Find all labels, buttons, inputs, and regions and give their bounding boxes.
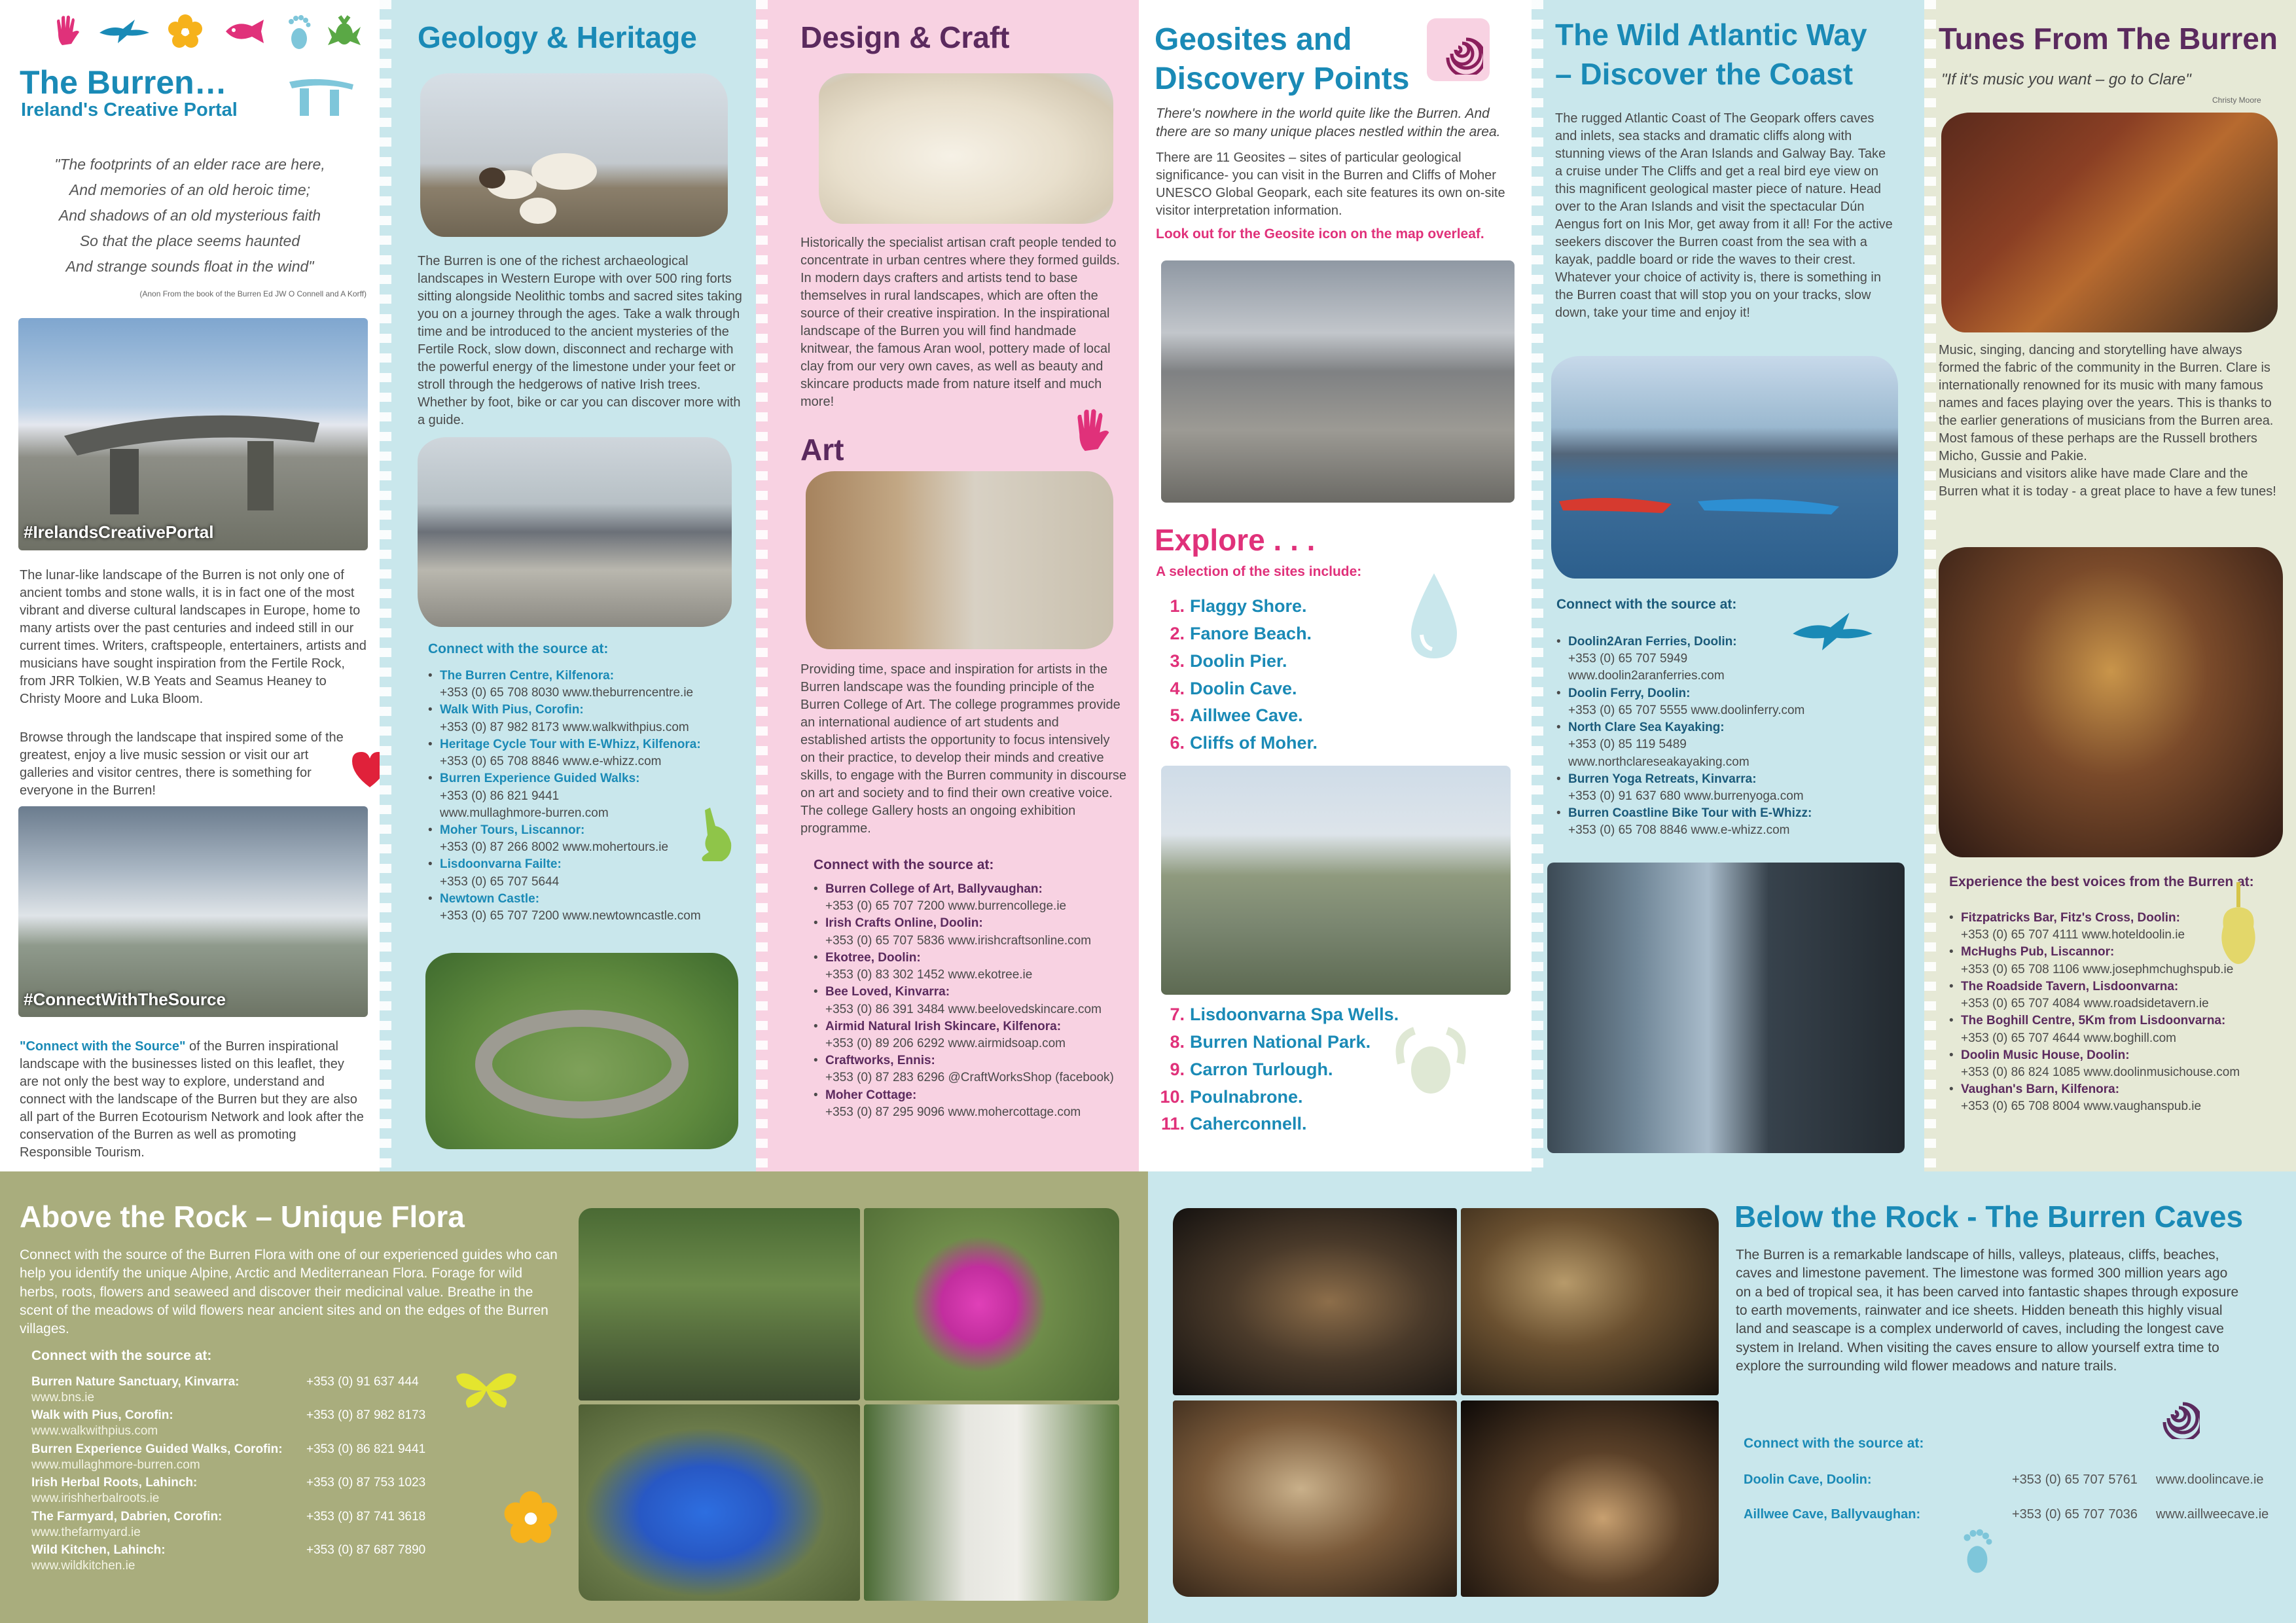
geosite-item — [1156, 1001, 1399, 1029]
source-contact: +353 (0) 65 708 8846 www.e-whizz.com — [1568, 823, 1790, 838]
source-name: • Newtown Castle: — [440, 891, 540, 906]
cave-photo-3 — [1173, 1400, 1457, 1597]
source-contact: +353 (0) 86 821 9441 www.mullaghmore-burren.com — [440, 789, 609, 820]
geosite-list-2 — [1156, 1001, 1399, 1138]
artist-photo — [806, 471, 1113, 649]
source-item — [1949, 1047, 2289, 1081]
poem-line: So that the place seems haunted — [79, 232, 300, 250]
flora-source-row — [31, 1442, 490, 1458]
geology-body: The Burren is one of the richest archaeological landscapes in Western Europe with over 500 ring forts sitting alongside Neolithic tombs and sacred sites taking you on a journey through the ages. Take a walk through time and be introduced to the ancient mysteries of the Fertile Rock, slow down, disconnect and recharge with the powerful energy of the limestone under your feet or stroll through the hedgerows of native Irish trees. Whether by foot, bike or car you can discover more with a guide. — [418, 254, 742, 427]
cave-source-row — [1744, 1472, 2280, 1488]
cliffs-photo — [1547, 863, 1905, 1153]
goat-icon — [1385, 1021, 1477, 1099]
source-contact: +353 (0) 65 707 4644 www.boghill.com — [1961, 1031, 2177, 1045]
chefs-photo — [864, 1404, 1119, 1601]
flora-body: Connect with the source of the Burren Flora with one of our experienced guides who can help you identify the unique Alpine, Arctic and Mediterranean Flora. Forage for wild herbs, roots, flowers and seaweed and discover their medicinal value. Breathe in the scent of the meadows of wild flowers near ancient sites and on the edges of the Burren villages. — [20, 1247, 558, 1337]
atlantic-panel — [1532, 0, 1924, 1171]
stone-circle-photo — [425, 953, 738, 1149]
intro-title: The Burren… — [20, 64, 227, 101]
source-item — [814, 1018, 1134, 1052]
hashtag-creative-portal: #IrelandsCreativePortal — [24, 522, 214, 542]
geosite-name: Flaggy Shore. — [1190, 596, 1307, 616]
source-name: • Doolin Ferry, Doolin: — [1568, 686, 1691, 700]
cave-source-name: Doolin Cave, Doolin: — [1744, 1472, 1872, 1487]
source-name: • North Clare Sea Kayaking: — [1568, 721, 1725, 735]
geosites-body: There are 11 Geosites – sites of particular geological significance- you can visit in the Burren and Cliffs of Moher UNESCO Global Geopark, each site features its own on-site visitor interpretation information. — [1156, 151, 1505, 218]
source-item — [1556, 805, 1884, 839]
source-contact: +353 (0) 65 708 8004 www.vaughanspub.ie — [1961, 1099, 2202, 1114]
limestone-photo — [1161, 260, 1515, 503]
atlantic-source-list — [1556, 633, 1884, 840]
connect-source-lead: "Connect with the Source" — [20, 1039, 186, 1054]
hashtag-connect-source: #ConnectWithTheSource — [24, 990, 226, 1009]
geosite-name: Cliffs of Moher. — [1190, 733, 1318, 753]
source-contact: +353 (0) 86 391 3484 www.beelovedskincare.com — [825, 1002, 1102, 1016]
cave-source-phone: +353 (0) 65 707 5761 — [2012, 1472, 2138, 1487]
geosites-title-1: Geosites and — [1155, 22, 1352, 57]
source-item — [814, 984, 1134, 1018]
walkers-photo — [418, 437, 732, 627]
caves-panel — [1148, 1171, 2296, 1623]
source-name: • The Boghill Centre, 5Km from Lisdoonvarna: — [1961, 1014, 2226, 1028]
geosite-number: 7. — [1170, 1005, 1185, 1024]
intro-paragraph-3 — [20, 1038, 367, 1162]
source-name: • The Roadside Tavern, Lisdoonvarna: — [1961, 979, 2179, 993]
gentian-photo — [579, 1404, 860, 1601]
flora-source-row — [31, 1374, 490, 1391]
source-item — [1949, 1081, 2289, 1115]
atlantic-title-1: The Wild Atlantic Way — [1555, 18, 1867, 52]
frog-icon — [326, 13, 363, 50]
intro-paragraph-2: Browse through the landscape that inspired some of the greatest, enjoy a live music session or visit our art galleries and visitor centres, there is something for everyone in the Burren! — [20, 730, 344, 798]
explore-title: Explore . . . — [1155, 523, 1316, 557]
source-item — [814, 1052, 1134, 1086]
geosite-item — [1156, 1056, 1399, 1084]
geosite-number: 8. — [1170, 1031, 1185, 1052]
bird-icon — [98, 18, 151, 45]
atlantic-connect-title: Connect with the source at: — [1556, 597, 1737, 612]
geosite-item — [1156, 648, 1318, 675]
geosite-name: Fanore Beach. — [1190, 623, 1312, 643]
geosite-item — [1156, 620, 1318, 648]
atlantic-body: The rugged Atlantic Coast of The Geopark offers caves and inlets, sea stacks and dramatic cliffs along with stunning views of the Aran Islands and Galway Bay. Take a cruise under The Cliffs and get a real bird eye view on this magnificent geological master piece of nature. Head over to the Aran Islands and visit the spectacular Dún Aengus fort on Inis Mor, get away from it all! For the active seekers discover the Burren coast from the sea with a kayak, paddle board or ride the waves to their crest. Whatever your choice of activity is, there is something in the Burren coast that will stop you on your tracks, slow down, take your time and enjoy it! — [1555, 111, 1893, 320]
geosite-number: 6. — [1170, 733, 1185, 753]
source-item — [814, 915, 1134, 949]
design-body: Historically the specialist artisan craft people tended to concentrate in urban centres where they formed guilds. In modern days crafters and artists tend to base themselves in rural landscapes, which are often the source of their creative inspiration. In the inspirational landscape of the Burren you will find handmade knitwear, the famous Aran wool, pottery made of local clay from our very own caves, as well as beauty and skincare products made from nature itself and much more! — [800, 236, 1121, 409]
pink-flower-photo — [864, 1208, 1119, 1400]
geosite-name: Burren National Park. — [1190, 1031, 1371, 1052]
tunes-quote: "If it's music you want – go to Clare" — [1941, 71, 2191, 88]
water-drop-icon — [1398, 564, 1470, 669]
source-name: • Burren Experience Guided Walks: — [440, 772, 640, 786]
hand-icon — [1066, 404, 1119, 457]
flora-source-url[interactable]: www.thefarmyard.ie — [31, 1525, 141, 1539]
flora-title: Above the Rock – Unique Flora — [20, 1200, 465, 1234]
tunes-quote-credit: Christy Moore — [2212, 96, 2261, 105]
source-name: • Irish Crafts Online, Doolin: — [825, 916, 983, 931]
source-contact: +353 (0) 65 707 5836 www.irishcraftsonline.com — [825, 933, 1092, 948]
poem-credit: (Anon From the book of the Burren Ed JW O Connell and A Korff) — [139, 289, 367, 298]
voices-title: Experience the best voices from the Burren at: — [1949, 874, 2254, 889]
source-name: • Craftworks, Ennis: — [825, 1054, 935, 1068]
butterfly-icon — [450, 1365, 522, 1411]
poem-line: "The footprints of an elder race are here, — [54, 156, 325, 173]
source-item — [1556, 633, 1884, 685]
source-name: • Walk With Pius, Corofin: — [440, 703, 584, 717]
source-contact: +353 (0) 86 824 1085 www.doolinmusichouse.com — [1961, 1065, 2240, 1079]
geosites-intro: There's nowhere in the world quite like the Burren. And there are so many unique places nestled within the area. — [1156, 106, 1501, 140]
flora-source-name: The Farmyard, Dabrien, Corofin: — [31, 1509, 223, 1524]
art-title: Art — [800, 433, 844, 467]
flora-source-name: Burren Experience Guided Walks, Corofin: — [31, 1442, 283, 1456]
flower-icon — [167, 13, 204, 50]
tunes-title: Tunes From The Burren — [1939, 22, 2278, 56]
flora-source-name: Wild Kitchen, Lahinch: — [31, 1543, 166, 1558]
flora-source-url[interactable]: www.bns.ie — [31, 1390, 95, 1404]
geosites-panel — [1139, 0, 1532, 1171]
pub-interior-photo — [1941, 113, 2278, 332]
tunes-panel — [1924, 0, 2296, 1171]
flora-source-phone: +353 (0) 87 687 7890 — [306, 1543, 426, 1558]
source-name: • Doolin Music House, Doolin: — [1961, 1048, 2130, 1062]
geosite-name: Aillwee Cave. — [1190, 705, 1303, 726]
geology-connect-title: Connect with the source at: — [428, 641, 609, 656]
source-item — [814, 950, 1134, 984]
geosite-name: Doolin Cave. — [1190, 678, 1297, 698]
spiral-icon — [1427, 18, 1490, 81]
flora-source-url[interactable]: www.mullaghmore-burren.com — [31, 1457, 200, 1472]
source-item — [428, 891, 742, 925]
flora-source-phone: +353 (0) 87 982 8173 — [306, 1408, 426, 1423]
cave-source-phone: +353 (0) 65 707 7036 — [2012, 1507, 2138, 1522]
knitwear-photo — [819, 73, 1113, 224]
kayak-photo — [1551, 356, 1898, 579]
caves-source-list — [1744, 1472, 2280, 1542]
source-name: • Bee Loved, Kinvarra: — [825, 985, 950, 999]
geology-title: Geology & Heritage — [418, 20, 697, 54]
source-name: • The Burren Centre, Kilfenora: — [440, 669, 615, 683]
source-contact: +353 (0) 65 707 5644 — [440, 874, 560, 889]
heart-icon — [347, 746, 380, 792]
source-contact: +353 (0) 65 707 4111 www.hoteldoolin.ie — [1961, 928, 2185, 942]
source-item — [428, 668, 742, 702]
source-contact: +353 (0) 85 119 5489 www.northclareseakayaking.com — [1568, 738, 1749, 769]
source-name: • Moher Cottage: — [825, 1088, 917, 1102]
source-name: • Burren Coastline Bike Tour with E-Whizz: — [1568, 806, 1812, 821]
source-contact: +353 (0) 65 708 8846 www.e-whizz.com — [440, 755, 662, 769]
geosite-name: Doolin Pier. — [1190, 651, 1287, 671]
source-name: • Lisdoonvarna Failte: — [440, 857, 562, 872]
flora-source-name: Burren Nature Sanctuary, Kinvarra: — [31, 1375, 240, 1389]
cave-photo-2 — [1461, 1208, 1719, 1395]
spiral-icon — [2145, 1385, 2204, 1444]
poem-line: And memories of an old heroic time; — [69, 181, 311, 199]
source-contact: +353 (0) 65 707 5555 www.doolinferry.com — [1568, 703, 1805, 717]
flora-source-row — [31, 1408, 490, 1424]
violin-icon — [2206, 881, 2271, 972]
geosite-item — [1156, 1111, 1399, 1138]
footprint-icon — [283, 13, 315, 51]
geosite-item — [1156, 702, 1318, 730]
source-item — [428, 702, 742, 736]
source-item — [1556, 719, 1884, 771]
source-name: • Burren Yoga Retreats, Kinvarra: — [1568, 772, 1757, 786]
source-item — [814, 1087, 1134, 1121]
hikers-photo — [1161, 766, 1511, 995]
geosite-item — [1156, 1084, 1399, 1111]
flora-panel — [0, 1171, 1148, 1623]
hawk-walk-photo — [579, 1208, 860, 1400]
source-contact: +353 (0) 83 302 1452 www.ekotree.ie — [825, 968, 1033, 982]
dolmen-photo — [18, 318, 368, 550]
source-contact: +353 (0) 65 707 7200 www.burrencollege.ie — [825, 899, 1067, 914]
source-contact: +353 (0) 65 707 5949 www.doolin2aranferries.com — [1568, 652, 1725, 683]
geosite-number: 10. — [1160, 1086, 1185, 1107]
flora-source-row — [31, 1509, 490, 1525]
source-contact: +353 (0) 65 707 4084 www.roadsidetavern.ie — [1961, 997, 2209, 1011]
source-item — [814, 881, 1134, 915]
geosite-item — [1156, 1029, 1399, 1056]
intro-panel — [0, 0, 380, 1171]
geosite-number: 4. — [1170, 678, 1185, 698]
geosite-number: 5. — [1170, 705, 1185, 726]
geosite-list-1 — [1156, 593, 1318, 757]
poem-line: And strange sounds float in the wind" — [65, 258, 314, 276]
source-item — [1949, 1012, 2289, 1046]
source-item — [428, 736, 742, 770]
source-item — [1949, 978, 2289, 1012]
flora-source-phone: +353 (0) 91 637 444 — [306, 1375, 419, 1389]
geosite-number: 9. — [1170, 1059, 1185, 1079]
poem-line: And shadows of an old mysterious faith — [58, 207, 321, 224]
hare-icon — [692, 805, 738, 864]
geosite-lookout: Look out for the Geosite icon on the map overleaf. — [1156, 226, 1484, 241]
flora-connect-title: Connect with the source at: — [31, 1348, 212, 1363]
clouds-photo — [18, 806, 368, 1017]
geosite-number: 3. — [1170, 651, 1185, 671]
source-name: • Fitzpatricks Bar, Fitz's Cross, Doolin: — [1961, 911, 2180, 925]
source-contact: +353 (0) 87 295 9096 www.mohercottage.com — [825, 1105, 1081, 1119]
source-name: • Ekotree, Doolin: — [825, 950, 921, 965]
flora-source-url[interactable]: www.wildkitchen.ie — [31, 1559, 135, 1573]
design-source-list — [814, 881, 1134, 1121]
geology-source-list — [428, 668, 742, 925]
flora-source-url[interactable]: www.walkwithpius.com — [31, 1424, 158, 1438]
flora-source-phone: +353 (0) 86 821 9441 — [306, 1442, 426, 1456]
art-body: Providing time, space and inspiration for artists in the Burren landscape was the founding principle of the Burren College of Art. The college programmes provide an international audience of art students and established artists the opportunity to focus intensively on their practice, to develop their minds and creative skills, to engage with the Burren community in discourse on art and society and to find their own creative voice. The college Gallery hosts an ongoing exhibition programme. — [800, 662, 1127, 836]
source-contact: +353 (0) 89 206 6292 www.airmidsoap.com — [825, 1036, 1066, 1050]
source-name: • McHughs Pub, Liscannor: — [1961, 945, 2115, 959]
source-contact: +353 (0) 87 982 8173 www.walkwithpius.com — [440, 720, 689, 734]
design-title: Design & Craft — [800, 20, 1010, 54]
flora-source-row — [31, 1475, 490, 1491]
cave-source-url[interactable]: www.doolincave.ie — [2156, 1472, 2264, 1487]
geosite-number: 1. — [1170, 596, 1185, 616]
source-name: • Doolin2Aran Ferries, Doolin: — [1568, 635, 1737, 649]
source-name: • Burren College of Art, Ballyvaughan: — [825, 882, 1043, 896]
source-contact: +353 (0) 65 708 1106 www.josephmchughspub.ie — [1961, 962, 2234, 976]
dolmen-icon — [285, 73, 357, 119]
source-item — [1556, 771, 1884, 805]
intro-paragraph-3-text: of the Burren inspirational landscape with the businesses listed on this leaflet, they are not only the best way to explore, understand and connect with the landscape of the Burren but they are also all part of the Burren Ecotourism Network and look after the conservation of the Burren as well as promoting Responsible Tourism. — [20, 1039, 364, 1160]
design-panel — [756, 0, 1139, 1171]
source-contact: +353 (0) 87 266 8002 www.mohertours.ie — [440, 840, 669, 855]
atlantic-title-2: – Discover the Coast — [1555, 57, 1854, 91]
geology-panel — [380, 0, 756, 1171]
geosite-name: Carron Turlough. — [1190, 1059, 1333, 1079]
geosite-item — [1156, 593, 1318, 620]
cave-photo-1 — [1173, 1208, 1457, 1395]
flora-source-url[interactable]: www.irishherbalroots.ie — [31, 1491, 160, 1506]
hand-icon — [51, 14, 84, 47]
source-name: • Vaughan's Barn, Kilfenora: — [1961, 1082, 2120, 1097]
geosite-number: 2. — [1170, 623, 1185, 643]
source-name: • Moher Tours, Liscannor: — [440, 823, 585, 837]
flora-source-row — [31, 1543, 490, 1559]
fish-icon — [223, 17, 268, 46]
cave-photo-4 — [1461, 1400, 1719, 1597]
tunes-body: Music, singing, dancing and storytelling have always formed the fabric of the community in the Burren. Clare is internationally renowned for its music with many famous names and faces playing over the years. This is thanks to the earlier generations of musicians from the Burren area. Most famous of these perhaps are the Russell brothers Micho, Gussie and Pakie. Musicians and visitors alike have made Clare and the Burren what it is today - a great place to have a few tunes! — [1939, 343, 2276, 499]
source-contact: +353 (0) 91 637 680 www.burrenyoga.com — [1568, 789, 1804, 803]
intro-paragraph-1: The lunar-like landscape of the Burren is not only one of ancient tombs and stone walls, it is in fact one of the most vibrant and diverse cultural landscapes in Europe, home to many artists over the past centuries and indeed still in our current times. Writers, craftspeople, entertainers, artists and musicians have sought inspiration from the Fertile Rock, from JRR Tolkien, W.B Yeats and Seamus Heaney to Christy Moore and Luka Bloom. — [20, 568, 367, 706]
flora-source-list — [31, 1374, 490, 1577]
cave-source-row — [1744, 1507, 2280, 1522]
poem — [20, 152, 360, 279]
source-contact: +353 (0) 87 283 6296 @CraftWorksShop (facebook) — [825, 1071, 1114, 1085]
geosite-name: Poulnabrone. — [1190, 1086, 1303, 1107]
geosite-number: 11. — [1160, 1114, 1185, 1134]
source-contact: +353 (0) 65 707 7200 www.newtowncastle.com — [440, 909, 701, 923]
geosite-item — [1156, 675, 1318, 703]
caves-body: The Burren is a remarkable landscape of hills, valleys, plateaus, cliffs, beaches, caves and limestone pavement. The limestone was formed 300 million years ago on a bed of tropical sea, it has been carved into fantastic shapes through exposure to earth movements, rainwater and ice sheets. Hidden beneath this highly visual land and seascape is a complex underworld of caves, including the longest cave system in Ireland. When visiting the caves ensure to allow yourself extra time to explore the surrounding wild flower meadows and nature trails. — [1736, 1247, 2239, 1374]
source-name: • Heritage Cycle Tour with E-Whizz, Kilfenora: — [440, 737, 701, 751]
caves-connect-title: Connect with the source at: — [1744, 1436, 1924, 1451]
design-connect-title: Connect with the source at: — [814, 857, 994, 872]
explore-subtitle: A selection of the sites include: — [1156, 564, 1362, 579]
source-contact: +353 (0) 65 708 8030 www.theburrencentre.ie — [440, 686, 694, 700]
geosite-item — [1156, 730, 1318, 757]
cave-source-url[interactable]: www.aillweecave.ie — [2156, 1507, 2269, 1522]
goats-photo — [420, 73, 728, 237]
geosites-title-2: Discovery Points — [1155, 62, 1410, 96]
cave-source-name: Aillwee Cave, Ballyvaughan: — [1744, 1507, 1921, 1522]
geosite-name: Lisdoonvarna Spa Wells. — [1190, 1005, 1399, 1024]
flora-source-name: Walk with Pius, Corofin: — [31, 1408, 173, 1423]
flora-source-phone: +353 (0) 87 753 1023 — [306, 1476, 426, 1490]
flora-source-name: Irish Herbal Roots, Lahinch: — [31, 1476, 198, 1490]
source-name: • Airmid Natural Irish Skincare, Kilfenora: — [825, 1019, 1062, 1033]
flora-source-phone: +353 (0) 87 741 3618 — [306, 1509, 426, 1524]
intro-subtitle: Ireland's Creative Portal — [21, 99, 238, 120]
footprint-icon — [1954, 1525, 2000, 1577]
source-item — [1556, 685, 1884, 719]
caves-title: Below the Rock - The Burren Caves — [1734, 1200, 2244, 1234]
geosite-name: Caherconnell. — [1190, 1114, 1307, 1134]
crowd-photo — [1939, 547, 2283, 857]
flower-icon — [501, 1488, 560, 1547]
